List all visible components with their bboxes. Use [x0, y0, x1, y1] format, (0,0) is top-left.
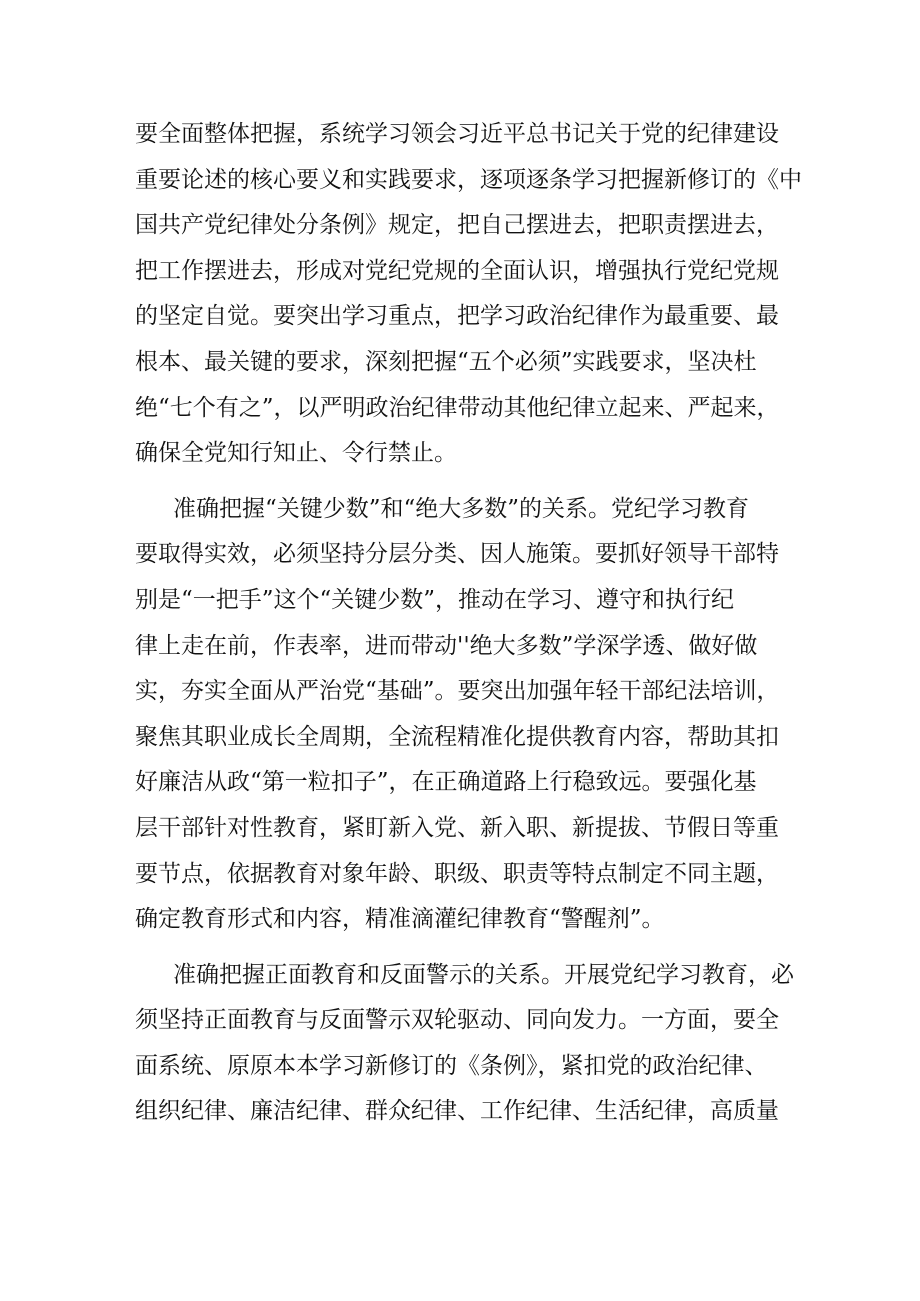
text-line: 好廉洁从政“第一粒扣子”，在正确道路上行稳致远。要强化基: [135, 769, 757, 796]
text-line: 确定教育形式和内容，精准滴灌纪律教育“警醒剂”。: [135, 906, 665, 933]
paragraph-spacer: [135, 943, 785, 953]
paragraph-1: [135, 112, 802, 477]
text-line: 面系统、原原本本学习新修订的《条例》，紧扣党的政治纪律、: [135, 1052, 768, 1079]
document-body: [135, 112, 802, 1135]
text-line: 的坚定自觉。要突出学习重点，把学习政治纪律作为最重要、最: [135, 303, 779, 330]
text-line: 国共产党纪律处分条例》规定，把自己摆进去，把职责摆进去，: [135, 212, 779, 239]
paragraph-2: [135, 487, 785, 943]
text-line: 要取得实效，必须坚持分层分类、因人施策。要抓好领导干部特: [135, 541, 779, 568]
text-line: 组织纪律、廉洁纪律、群众纪律、工作纪律、生活纪律，高质量: [135, 1098, 779, 1125]
text-line: 准确把握“关键少数”和“绝大多数”的关系。党纪学习教育: [173, 495, 750, 522]
text-line: 层干部针对性教育，紧盯新入党、新入职、新提拔、节假日等重: [135, 814, 779, 841]
text-line: 须坚持正面教育与反面警示双轮驱动、同向发力。一方面，要全: [135, 1007, 779, 1034]
text-line: 绝“七个有之”，以严明政治纪律带动其他纪律立起来、严起来，: [135, 394, 780, 421]
text-line: 确保全党知行知止、令行禁止。: [135, 440, 457, 467]
text-line: 要全面整体把握，系统学习领会习近平总书记关于党的纪律建设: [135, 121, 779, 147]
text-line: 聚焦其职业成长全周期，全流程精准化提供教育内容，帮助其扣: [135, 723, 779, 750]
paragraph-3: [135, 953, 794, 1135]
text-line: 把工作摆进去，形成对党纪党规的全面认识，增强执行党纪党规: [135, 257, 779, 284]
text-line: 要节点，依据教育对象年龄、职级、职责等特点制定不同主题，: [135, 860, 779, 887]
text-line: 实，夯实全面从严治党“基础”。要突出加强年轻干部纪法培训，: [135, 678, 780, 705]
text-line: 律上走在前，作表率，进而带动''绝大多数”学深学透、做好做: [135, 632, 758, 659]
paragraph-spacer: [135, 477, 785, 487]
text-line: 准确把握正面教育和反面警示的关系。开展党纪学习教育，必: [173, 961, 794, 988]
text-line: 重要论述的核心要义和实践要求，逐项逐条学习把握新修订的《中: [135, 166, 802, 193]
text-line: 别是“一把手”这个“关键少数”，推动在学习、遵守和执行纪: [135, 586, 735, 613]
text-line: 根本、最关键的要求，深刻把握“五个必须”实践要求，坚决杜: [135, 348, 757, 375]
